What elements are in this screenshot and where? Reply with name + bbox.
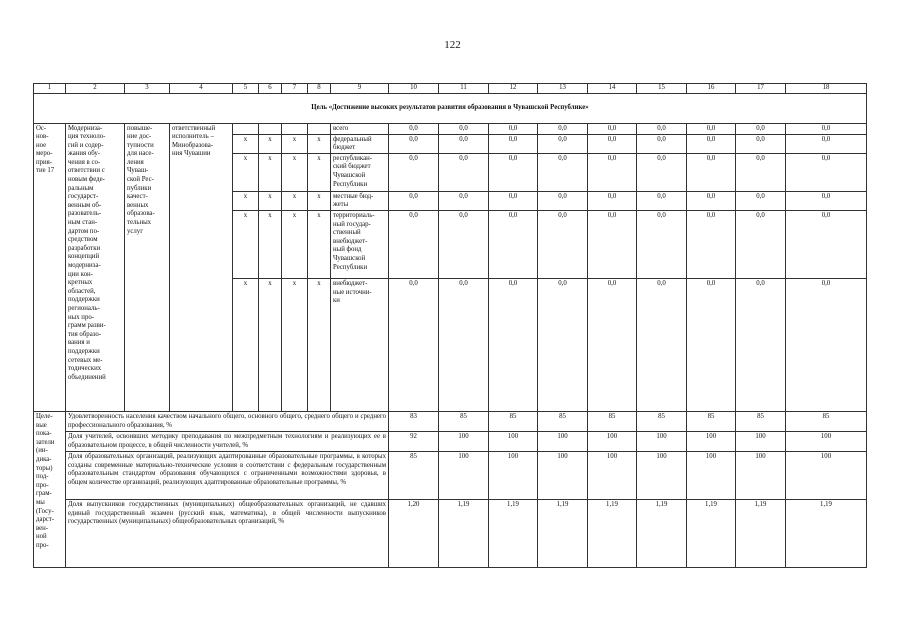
indicator-text-cell: Доля учителей, освоивших методику преподавания по межпредметным технологиям и реализующих ее в образовательном процессе, в общей численности учителей, %: [66, 432, 389, 452]
executor-cell: ответственный исполнитель – Минобразова- ния Чувашии: [170, 124, 233, 412]
indicator-value-cell: 100: [786, 452, 867, 500]
page-number: 122: [444, 39, 461, 51]
value-cell: 0,0: [538, 135, 588, 154]
value-cell: 0,0: [439, 135, 489, 154]
indicator-row: [34, 432, 867, 452]
value-cell: 0,0: [538, 211, 588, 279]
budget-code-cell: [233, 124, 259, 135]
indicator-value-cell: 100: [489, 432, 538, 452]
value-cell: 0,0: [736, 192, 786, 211]
column-header: 5: [233, 84, 259, 94]
budget-code-cell: x: [282, 211, 308, 279]
budget-code-cell: x: [282, 192, 308, 211]
value-cell: 0,0: [637, 211, 687, 279]
indicator-value-cell: 1,19: [637, 500, 687, 568]
value-cell: 0,0: [439, 211, 489, 279]
value-cell: 0,0: [687, 135, 736, 154]
value-cell: 0,0: [786, 154, 867, 192]
budget-table: [33, 83, 867, 568]
value-cell: 0,0: [786, 211, 867, 279]
budget-code-cell: x: [233, 135, 259, 154]
value-cell: 0,0: [439, 279, 489, 412]
funding-row: [34, 124, 867, 135]
budget-code-cell: x: [259, 211, 282, 279]
budget-code-cell: x: [282, 279, 308, 412]
value-cell: 0,0: [786, 279, 867, 412]
budget-code-cell: x: [308, 135, 331, 154]
budget-code-cell: x: [233, 211, 259, 279]
column-header: 4: [170, 84, 233, 94]
column-header: 13: [538, 84, 588, 94]
column-header: 6: [259, 84, 282, 94]
value-cell: 0,0: [637, 279, 687, 412]
indicator-row: [34, 452, 867, 500]
value-cell: 0,0: [489, 192, 538, 211]
indicator-value-cell: 1,19: [687, 500, 736, 568]
indicators-label-cell: Целе- вые пока- затели (ин- дика- торы) под- про- грам- мы (Госу- дарст- вен- ной про-: [34, 412, 66, 568]
budget-code-cell: [308, 124, 331, 135]
value-cell: 0,0: [389, 192, 439, 211]
value-cell: 0,0: [687, 124, 736, 135]
column-header: 12: [489, 84, 538, 94]
value-cell: 0,0: [389, 211, 439, 279]
column-header: 17: [736, 84, 786, 94]
indicator-value-cell: 100: [736, 452, 786, 500]
indicator-value-cell: 85: [687, 412, 736, 432]
value-cell: 0,0: [736, 211, 786, 279]
goal-row: [34, 94, 867, 124]
indicator-row: [34, 500, 867, 568]
value-cell: 0,0: [588, 192, 637, 211]
column-header: 14: [588, 84, 637, 94]
indicator-value-cell: 1,19: [489, 500, 538, 568]
indicator-text-cell: Доля образовательных организаций, реализующих адаптированные образовательные программы, в которых созданы современные материально-технические условия в соответствии с федеральным государственным образовательным стандартом образования обучающихся с ограниченными возможностями здоровья, в общем количестве организаций, реализующих адаптированные образовательные программы, %: [66, 452, 389, 500]
indicator-value-cell: 85: [489, 412, 538, 432]
indicator-value-cell: 100: [786, 432, 867, 452]
value-cell: 0,0: [538, 124, 588, 135]
value-cell: 0,0: [489, 135, 538, 154]
indicator-value-cell: 100: [687, 432, 736, 452]
indicator-value-cell: 85: [389, 452, 439, 500]
value-cell: 0,0: [389, 279, 439, 412]
column-header: 1: [34, 84, 66, 94]
funding-source-cell: республикан- ский бюджет Чувашской Республики: [331, 154, 389, 192]
indicator-value-cell: 100: [687, 452, 736, 500]
indicator-value-cell: 1,19: [588, 500, 637, 568]
event-goal-cell: повыше- ние дос- тупности для насе- ления Чуваш- ской Рес- публики качест- венных образова- тельных услуг: [125, 124, 170, 412]
value-cell: 0,0: [489, 279, 538, 412]
budget-code-cell: x: [259, 279, 282, 412]
budget-code-cell: [282, 124, 308, 135]
column-header: 16: [687, 84, 736, 94]
value-cell: 0,0: [736, 154, 786, 192]
value-cell: 0,0: [588, 154, 637, 192]
value-cell: 0,0: [687, 154, 736, 192]
budget-code-cell: x: [233, 192, 259, 211]
budget-code-cell: x: [259, 135, 282, 154]
indicator-value-cell: 1,19: [439, 500, 489, 568]
value-cell: 0,0: [489, 211, 538, 279]
indicator-value-cell: 85: [786, 412, 867, 432]
value-cell: 0,0: [588, 211, 637, 279]
value-cell: 0,0: [736, 124, 786, 135]
indicator-text-cell: Доля выпускников государственных (муниципальных) общеобразовательных организаций, не сдавших единый государственный экзамен (русский язык, математика), в общей численности выпускников государственных (муниципальных) общеобразовательных организаций, %: [66, 500, 389, 568]
budget-code-cell: [259, 124, 282, 135]
budget-code-cell: x: [308, 211, 331, 279]
column-header: 3: [125, 84, 170, 94]
value-cell: 0,0: [439, 124, 489, 135]
budget-code-cell: x: [259, 192, 282, 211]
funding-source-cell: территориаль- ный государ- ственный внебюджет- ный фонд Чувашской Республики: [331, 211, 389, 279]
funding-source-cell: федеральный бюджет: [331, 135, 389, 154]
indicator-text-cell: Удовлетворенность населения качеством начального общего, основного общего, среднего общего и среднего профессионального образования, %: [66, 412, 389, 432]
value-cell: 0,0: [538, 279, 588, 412]
value-cell: 0,0: [687, 192, 736, 211]
indicator-value-cell: 85: [538, 412, 588, 432]
funding-source-cell: всего: [331, 124, 389, 135]
column-header: 10: [389, 84, 439, 94]
budget-code-cell: x: [282, 135, 308, 154]
indicator-value-cell: 1,20: [389, 500, 439, 568]
value-cell: 0,0: [736, 135, 786, 154]
value-cell: 0,0: [687, 211, 736, 279]
value-cell: 0,0: [736, 279, 786, 412]
value-cell: 0,0: [637, 192, 687, 211]
value-cell: 0,0: [389, 154, 439, 192]
budget-code-cell: x: [259, 154, 282, 192]
indicator-value-cell: 1,19: [538, 500, 588, 568]
value-cell: 0,0: [637, 124, 687, 135]
value-cell: 0,0: [588, 135, 637, 154]
indicator-value-cell: 85: [637, 412, 687, 432]
indicator-value-cell: 100: [637, 452, 687, 500]
column-header: 2: [66, 84, 125, 94]
indicator-value-cell: 100: [439, 432, 489, 452]
column-header: 7: [282, 84, 308, 94]
value-cell: 0,0: [439, 154, 489, 192]
column-header: 8: [308, 84, 331, 94]
column-header: 15: [637, 84, 687, 94]
budget-code-cell: x: [233, 154, 259, 192]
indicator-value-cell: 83: [389, 412, 439, 432]
value-cell: 0,0: [439, 192, 489, 211]
column-header: 9: [331, 84, 389, 94]
indicator-value-cell: 100: [588, 452, 637, 500]
indicator-value-cell: 100: [736, 432, 786, 452]
indicator-value-cell: 100: [538, 452, 588, 500]
budget-code-cell: x: [308, 192, 331, 211]
value-cell: 0,0: [786, 135, 867, 154]
value-cell: 0,0: [588, 124, 637, 135]
event-name-cell: Модерниза- ция техноло- гий и содер- жания обу- чения в со- ответствии с новым феде- ральным государст- венным об- разователь- ным стан- дартом по- средством разработки концепций модерниза- ции кон- кретных областей, поддержки региональ- ных про- грамм разви- тия образо- вания и поддержки сетевых ме- тодических объединений: [66, 124, 125, 412]
budget-code-cell: x: [308, 279, 331, 412]
value-cell: 0,0: [389, 135, 439, 154]
column-number-row: [34, 84, 867, 94]
indicator-value-cell: 100: [538, 432, 588, 452]
indicator-value-cell: 1,19: [736, 500, 786, 568]
indicator-value-cell: 100: [588, 432, 637, 452]
funding-source-cell: местные бюд- жеты: [331, 192, 389, 211]
event-type-cell: Ос- нов- ное меро- прия- тие 17: [34, 124, 66, 412]
value-cell: 0,0: [786, 192, 867, 211]
value-cell: 0,0: [637, 154, 687, 192]
value-cell: 0,0: [538, 154, 588, 192]
indicator-value-cell: 100: [439, 452, 489, 500]
indicator-value-cell: 85: [439, 412, 489, 432]
indicator-value-cell: 85: [736, 412, 786, 432]
funding-source-cell: внебюджет- ные источни- ки: [331, 279, 389, 412]
budget-code-cell: x: [282, 154, 308, 192]
indicator-value-cell: 100: [637, 432, 687, 452]
value-cell: 0,0: [786, 124, 867, 135]
value-cell: 0,0: [687, 279, 736, 412]
value-cell: 0,0: [489, 124, 538, 135]
goal-title: Цель «Достижение высоких результатов развития образования в Чувашской Республике»: [34, 94, 867, 124]
indicator-value-cell: 100: [489, 452, 538, 500]
column-header: 11: [439, 84, 489, 94]
value-cell: 0,0: [489, 154, 538, 192]
indicator-value-cell: 1,19: [786, 500, 867, 568]
value-cell: 0,0: [538, 192, 588, 211]
value-cell: 0,0: [588, 279, 637, 412]
budget-code-cell: x: [308, 154, 331, 192]
indicator-value-cell: 85: [588, 412, 637, 432]
indicator-row: [34, 412, 867, 432]
indicator-value-cell: 92: [389, 432, 439, 452]
budget-code-cell: x: [233, 279, 259, 412]
column-header: 18: [786, 84, 867, 94]
value-cell: 0,0: [389, 124, 439, 135]
value-cell: 0,0: [637, 135, 687, 154]
